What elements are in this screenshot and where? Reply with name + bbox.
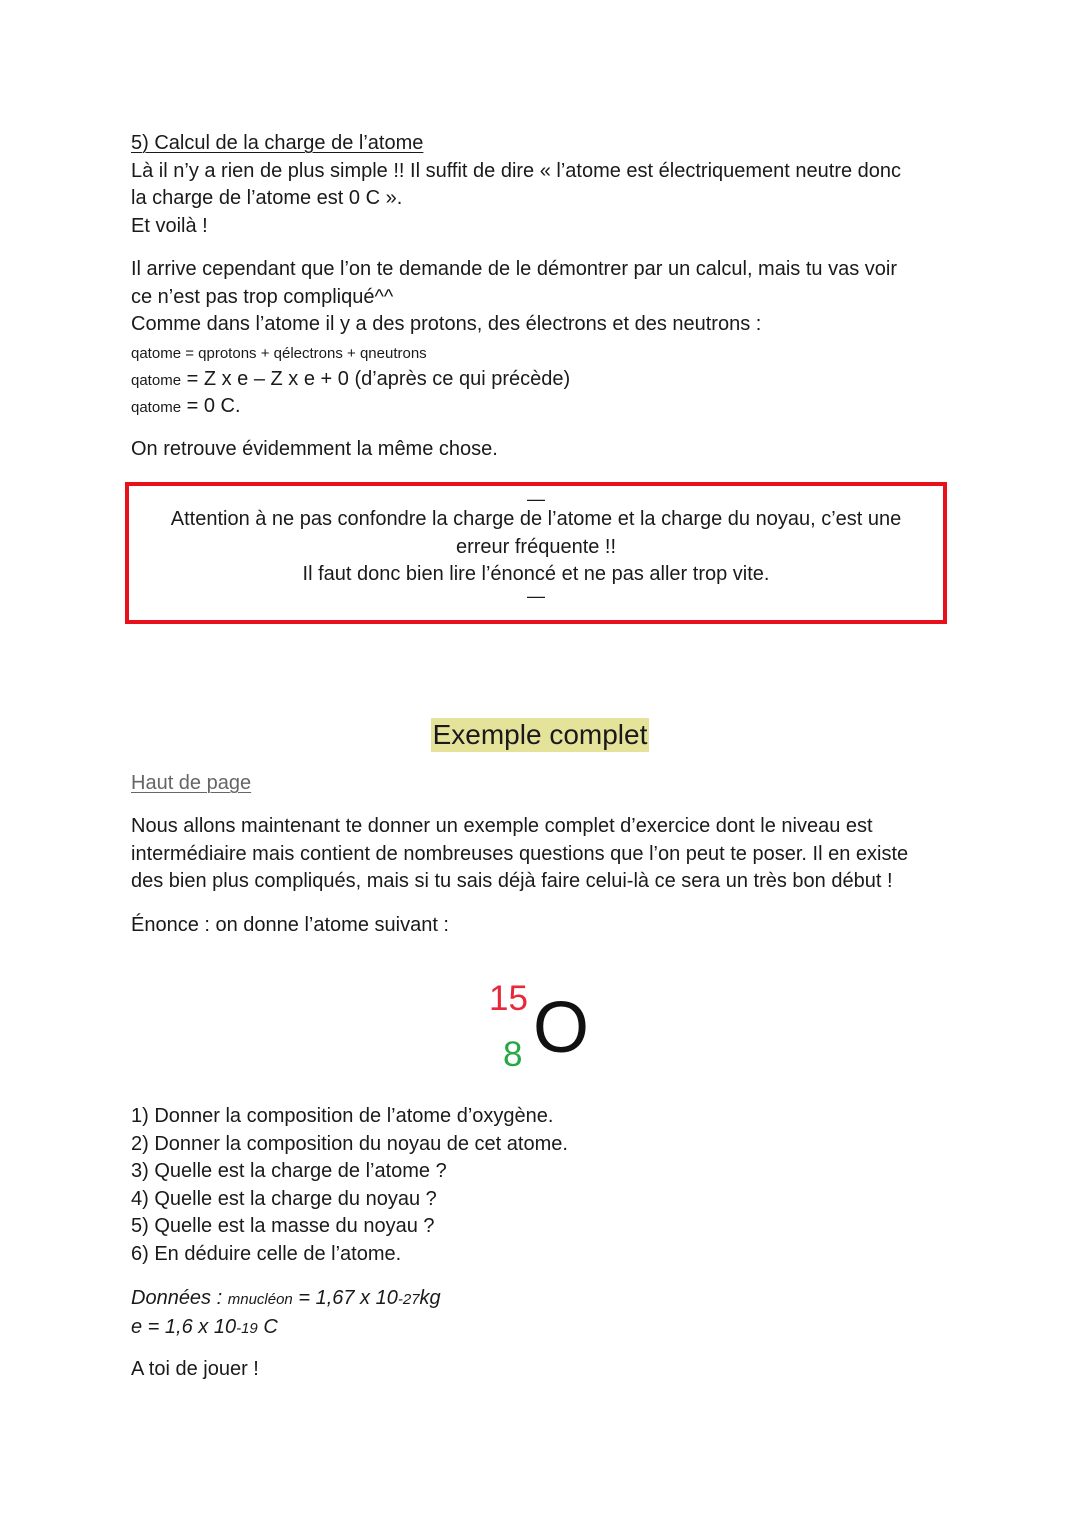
example-heading: Exemple complet	[432, 719, 648, 750]
paragraph-line: Comme dans l’atome il y a des protons, des électrons et des neutrons :	[131, 313, 762, 335]
paragraph-line: Il arrive cependant que l’on te demande de le démontrer par un calcul, mais tu vas voir	[131, 258, 897, 280]
data-block	[131, 1285, 441, 1342]
warning-line: erreur fréquente !!	[455, 535, 617, 558]
question-item: 3) Quelle est la charge de l’atome ?	[131, 1160, 447, 1182]
section-title: 5) Calcul de la charge de l’atome	[131, 132, 424, 154]
paragraph-line: intermédiaire mais contient de nombreuses questions que l’on peut te poser. Il en existe	[131, 842, 909, 865]
warning-line: Il faut donc bien lire l’énoncé et ne pas aller trop vite.	[302, 563, 770, 585]
warning-box	[125, 482, 947, 624]
formula-line-1: qatome = qprotons + qélectrons + qneutrons	[131, 344, 427, 362]
section-5	[131, 130, 946, 463]
question-item: 1) Donner la composition de l’atome d’oxygène.	[131, 1105, 554, 1127]
enonce: Énonce : on donne l’atome suivant :	[131, 914, 449, 936]
top-of-page-link[interactable]: Haut de page	[131, 772, 252, 794]
question-item: 4) Quelle est la charge du noyau ?	[131, 1187, 437, 1210]
dash-top: —	[527, 489, 545, 509]
paragraph-line: des bien plus compliqués, mais si tu sais déjà faire celui-là ce sera un très bon début !	[131, 870, 893, 892]
formula-line-3: qatome = 0 C.	[131, 394, 241, 417]
example-heading-wrap	[0, 718, 1080, 753]
example-intro	[131, 813, 951, 896]
dash-bottom: —	[527, 585, 545, 606]
question-item: 5) Quelle est la masse du noyau ?	[131, 1215, 435, 1237]
question-item: 2) Donner la composition du noyau de cet atome.	[131, 1132, 568, 1155]
conclusion: On retrouve évidemment la même chose.	[131, 437, 498, 460]
atom-notation	[480, 978, 610, 1074]
data-line-1: Données : mnucléon = 1,67 x 10-27kg	[131, 1287, 441, 1309]
paragraph-line: la charge de l’atome est 0 C ».	[131, 187, 403, 209]
warning-line: Attention à ne pas confondre la charge de l’atome et la charge du noyau, c’est une	[170, 508, 902, 530]
question-list	[131, 1103, 568, 1268]
element-symbol: O	[533, 988, 590, 1068]
closing-line: A toi de jouer !	[131, 1358, 259, 1380]
atomic-number: 8	[503, 1035, 523, 1074]
question-item: 6) En déduire celle de l’atome.	[131, 1242, 402, 1265]
paragraph-line: Et voilà !	[131, 214, 208, 237]
paragraph-line: ce n’est pas trop compliqué^^	[131, 285, 394, 308]
formula-line-2: qatome = Z x e – Z x e + 0 (d’après ce qui précède)	[131, 367, 571, 390]
data-line-2: e = 1,6 x 10-19 C	[131, 1315, 278, 1338]
paragraph-line: Là il n’y a rien de plus simple !! Il suffit de dire « l’atome est électriquement neutre donc	[131, 159, 902, 182]
mass-number: 15	[489, 979, 528, 1018]
paragraph-line: Nous allons maintenant te donner un exemple complet d’exercice dont le niveau est	[131, 815, 873, 837]
